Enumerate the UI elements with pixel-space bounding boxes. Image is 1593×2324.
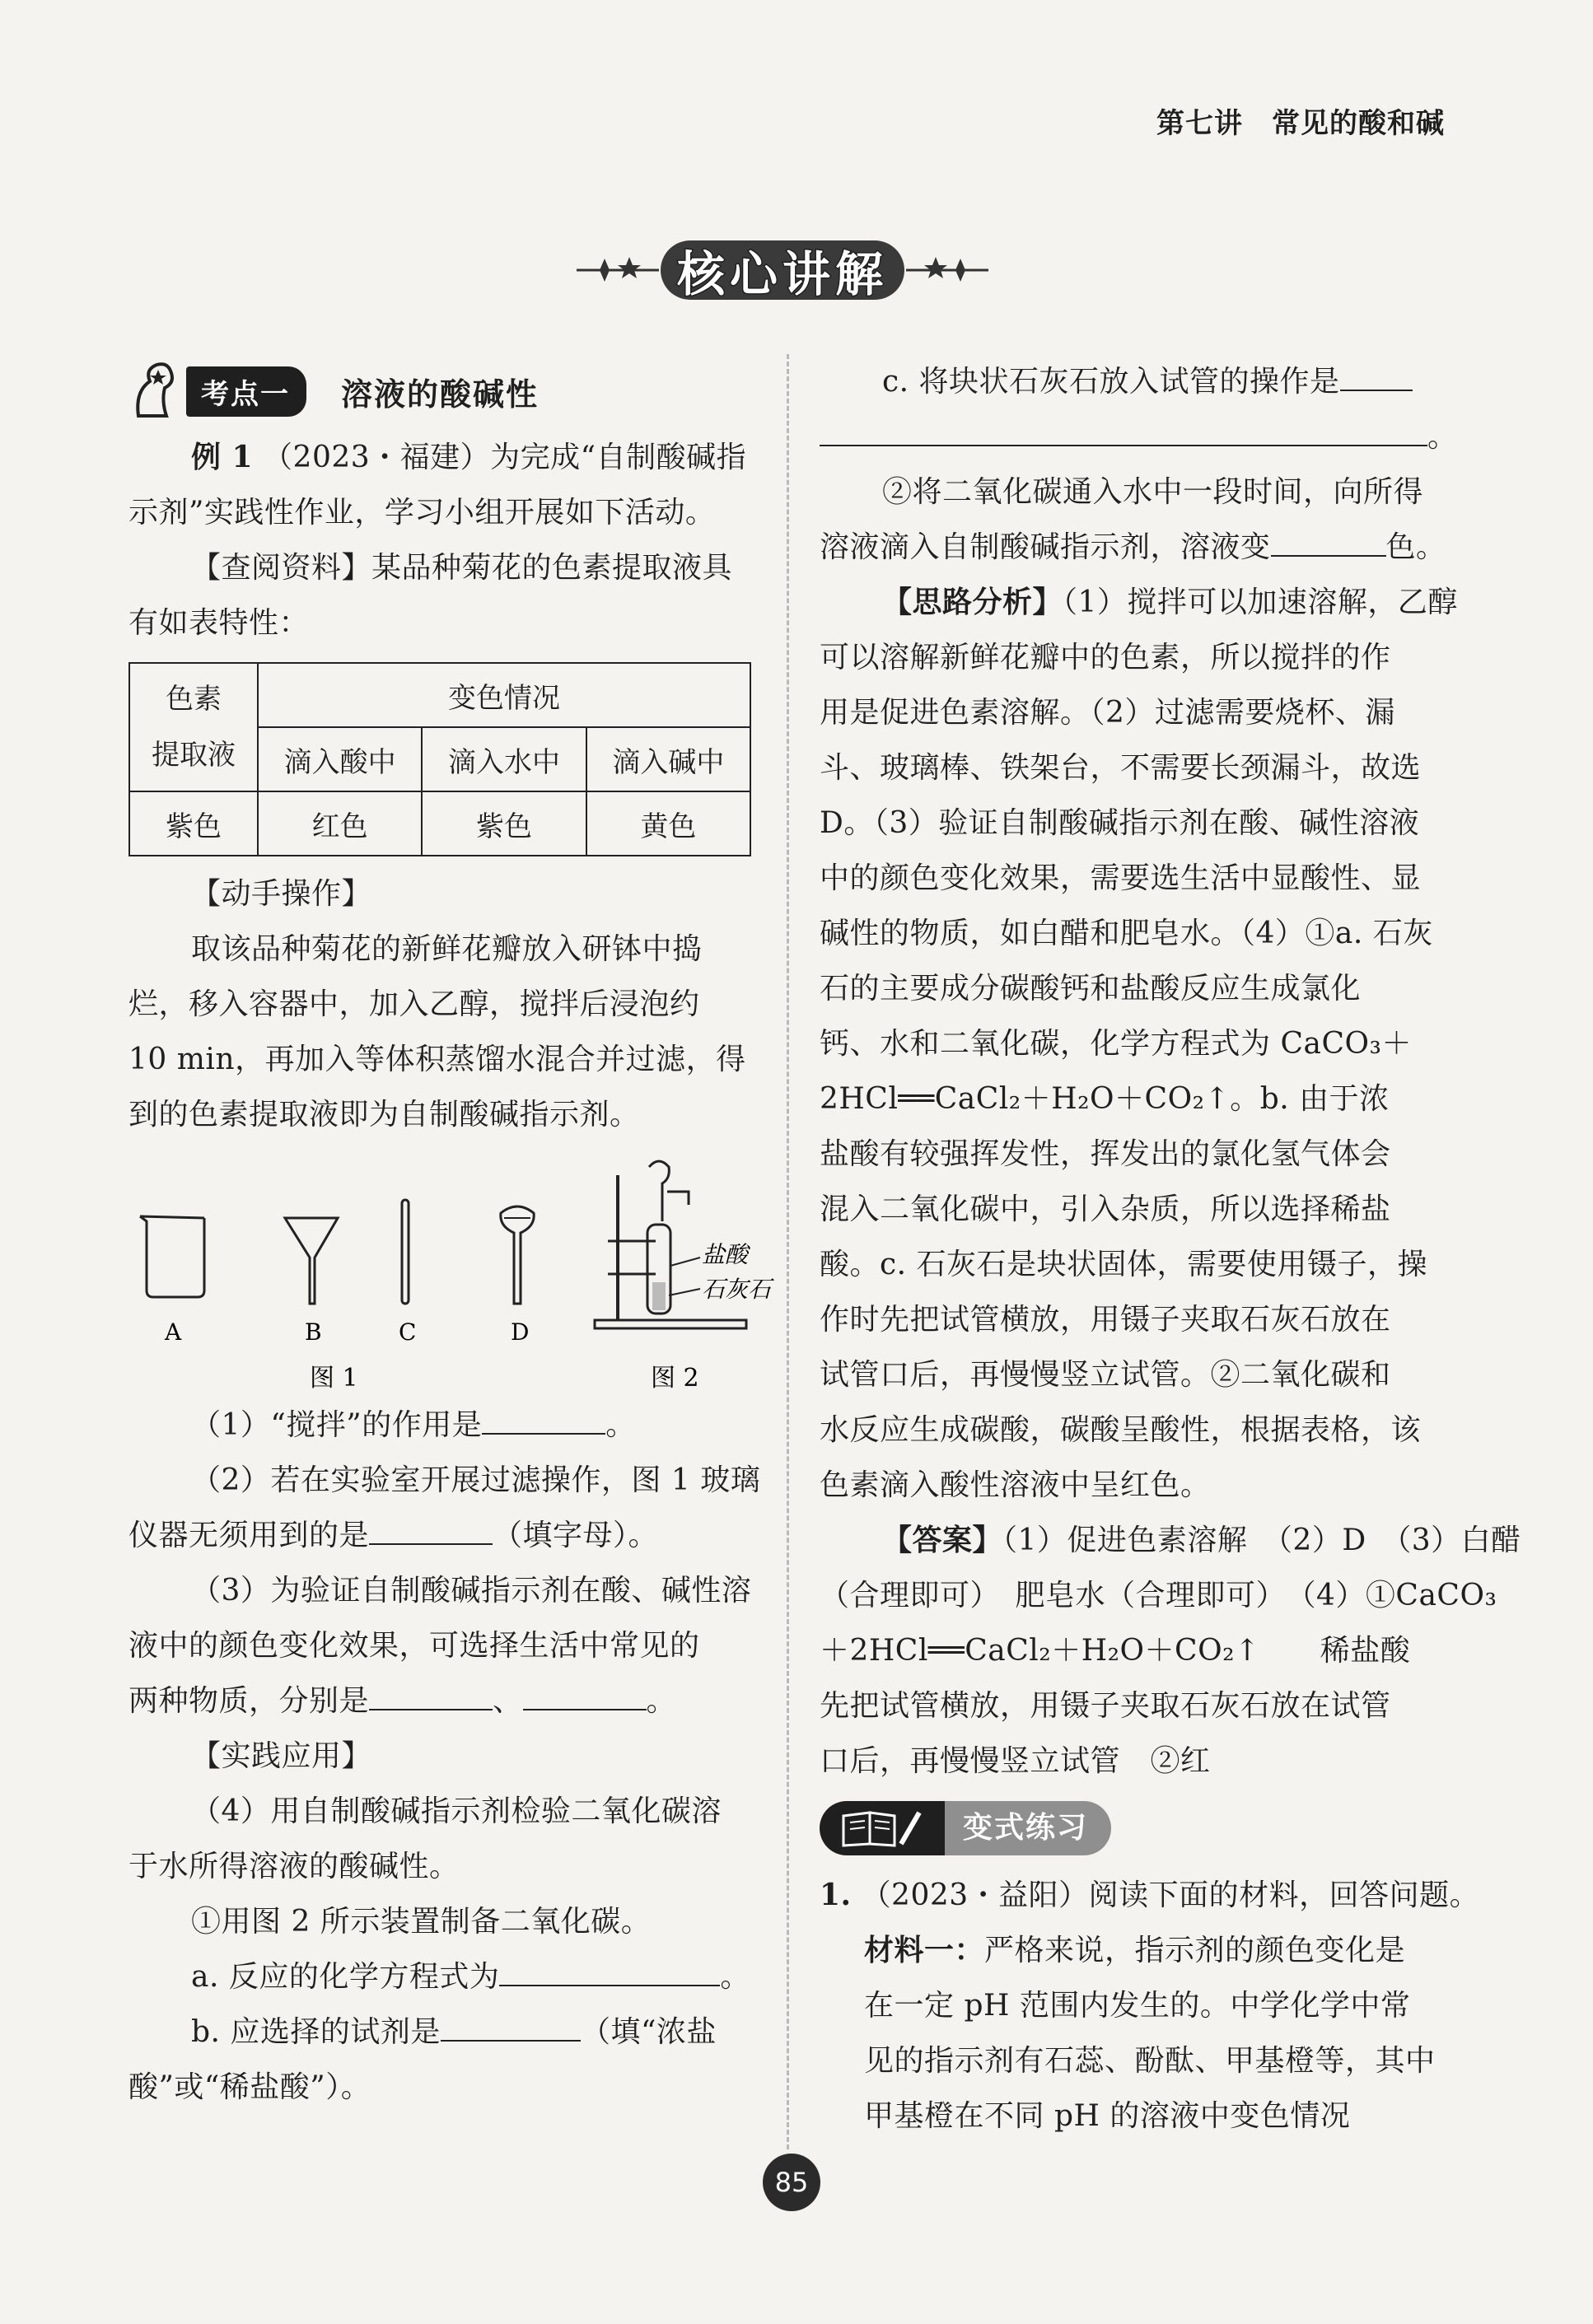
q4d-blank[interactable] <box>499 1952 720 1986</box>
analysis-line: 钙、水和二氧化碳，化学方程式为 CaCO₃＋ <box>820 1027 1412 1061</box>
analysis-line: 可以溶解新鲜花瓣中的色素，所以搅拌的作 <box>820 641 1391 674</box>
fig2-caption: 图 2 <box>651 1364 699 1393</box>
question-2b <box>128 1508 754 1563</box>
q3-blank-2[interactable] <box>523 1676 647 1710</box>
funnel-icon <box>285 1218 338 1304</box>
q4j-blank[interactable] <box>1271 522 1386 557</box>
question-2a: （2）若在实验室开展过滤操作，图 1 玻璃 <box>191 1463 761 1497</box>
operation-p2: 烂，移入容器中，加入乙醇，搅拌后浸泡约 <box>128 987 700 1021</box>
analysis-line: D。（3）验证自制酸碱指示剂在酸、碱性溶液 <box>820 806 1420 840</box>
table-col-header: 滴入酸中 <box>258 727 422 791</box>
running-header: 第七讲 常见的酸和碱 <box>1156 107 1445 140</box>
table-col-header: 滴入碱中 <box>586 727 750 791</box>
practice-line: 甲基橙在不同 pH 的溶液中变色情况 <box>864 2099 1351 2133</box>
q4g-text: c. 将块状石灰石放入试管的操作是 <box>882 365 1340 399</box>
answer-line: 先把试管横放，用镊子夹取石灰石放在试管 <box>820 1689 1391 1723</box>
question-4g <box>820 354 1447 409</box>
analysis-line: 混入二氧化碳中，引入杂质，所以选择稀盐 <box>820 1192 1391 1226</box>
analysis-line: 用是促进色素溶解。（2）过滤需要烧杯、漏 <box>820 696 1395 730</box>
q4e-text: b. 应选择的试剂是 <box>191 2015 441 2049</box>
answer-heading: 【答案】 <box>882 1523 1003 1557</box>
row-header-2: 提取液 <box>152 739 236 772</box>
table-cell: 红色 <box>258 791 422 856</box>
q4h-end: 。 <box>1427 420 1458 454</box>
practice-num: 1. <box>820 1878 852 1912</box>
table-cell: 紫色 <box>422 791 586 856</box>
example-label: 例 1 <box>191 440 254 474</box>
question-4j <box>820 520 1447 575</box>
analysis-line: 斗、玻璃棒、铁架台，不需要长颈漏斗，故选 <box>820 751 1422 785</box>
bianshi-heading <box>820 1794 1447 1863</box>
answer-line-1 <box>820 1513 1521 1568</box>
operation-heading: 【动手操作】 <box>191 877 372 911</box>
kaodian-tag: 考点一 <box>186 366 306 417</box>
example-intro-2: 示剂”实践性作业，学习小组开展如下活动。 <box>128 496 716 530</box>
label-c: C <box>399 1318 417 1346</box>
glass-rod-icon <box>402 1200 409 1304</box>
label-acid: 盐酸 <box>702 1241 749 1268</box>
question-4b: 于水所得溶液的酸碱性。 <box>128 1850 460 1883</box>
analysis-line: 盐酸有较强挥发性，挥发出的氯化氢气体会 <box>820 1137 1391 1171</box>
question-3a: （3）为验证自制酸碱指示剂在酸、碱性溶 <box>191 1574 752 1608</box>
chayue-line-1: 【查阅资料】某品种菊花的色素提取液具 <box>191 551 733 585</box>
question-4c: ①用图 2 所示装置制备二氧化碳。 <box>191 1905 652 1939</box>
q3c-mid: 、 <box>493 1684 523 1718</box>
q3c-text: 两种物质，分别是 <box>128 1684 370 1718</box>
color-change-table <box>128 662 751 856</box>
answer-line: 口后，再慢慢竖立试管 ②红 <box>820 1744 1211 1778</box>
q3-blank-1[interactable] <box>369 1676 493 1710</box>
beaker-icon <box>140 1216 204 1297</box>
question-1 <box>128 1398 754 1453</box>
practice-l2: 严格来说，指示剂的颜色变化是 <box>984 1934 1406 1967</box>
question-4d <box>128 1949 754 2004</box>
kaodian-title: 溶液的酸碱性 <box>341 376 540 413</box>
q4e-blank[interactable] <box>441 2007 581 2042</box>
practice-line-2 <box>820 1923 1447 1978</box>
label-stone: 石灰石 <box>702 1276 772 1303</box>
practice-line-1 <box>820 1868 1480 1923</box>
bianshi-label: 变式练习 <box>945 1801 1111 1855</box>
right-column <box>820 354 1521 2144</box>
left-column <box>128 354 772 2115</box>
label-d: D <box>511 1318 530 1346</box>
analysis-line: 水反应生成碳酸，碳酸呈酸性，根据表格，该 <box>820 1413 1422 1447</box>
analysis-line: 2HCl══CaCl₂＋H₂O＋CO₂↑。b. 由于浓 <box>820 1082 1390 1116</box>
apparatus-figures <box>128 1142 772 1398</box>
section-banner <box>568 232 997 308</box>
question-4a: （4）用自制酸碱指示剂检验二氧化碳溶 <box>191 1794 722 1828</box>
practice-heading: 【实践应用】 <box>191 1739 372 1773</box>
question-4i: ②将二氧化碳通入水中一段时间，向所得 <box>882 475 1424 509</box>
banner-title: 核心讲解 <box>676 246 888 302</box>
analysis-line: 酸。c. 石灰石是块状固体，需要使用镊子，操 <box>820 1248 1428 1281</box>
q2b-end: （填字母）。 <box>493 1519 659 1552</box>
operation-p3: 10 min，再加入等体积蒸馏水混合并过滤，得 <box>128 1043 746 1076</box>
q4g-blank-2[interactable] <box>820 412 1427 446</box>
q2-blank[interactable] <box>369 1510 493 1545</box>
row-header-1: 色素 <box>166 683 222 716</box>
answer-l1: （1）促进色素溶解 （2）D （3）白醋 <box>1002 1524 1521 1557</box>
analysis-line: 试管口后，再慢慢竖立试管。②二氧化碳和 <box>820 1358 1391 1392</box>
question-4h <box>820 409 1458 464</box>
table-row-header <box>129 663 258 791</box>
analysis-line: 石的主要成分碳酸钙和盐酸反应生成氯化 <box>820 972 1362 1006</box>
q4j-text: 溶液滴入自制酸碱指示剂，溶液变 <box>820 530 1271 564</box>
analysis-line: 碱性的物质，如白醋和肥皂水。（4）①a. 石灰 <box>820 917 1433 950</box>
column-divider <box>787 354 789 2149</box>
practice-line: 在一定 pH 范围内发生的。中学化学中常 <box>864 1989 1411 2023</box>
thinking-person-icon <box>128 358 186 424</box>
answer-line: （合理即可） 肥皂水（合理即可） （4）①CaCO₃ <box>820 1579 1497 1612</box>
analysis-line: 作时先把试管横放，用镊子夹取石灰石放在 <box>820 1303 1391 1337</box>
q2b-text: 仪器无须用到的是 <box>128 1519 370 1552</box>
kaodian-heading <box>128 354 754 428</box>
q3c-end: 。 <box>646 1684 677 1718</box>
chayue-line-2: 有如表特性： <box>128 606 310 640</box>
q1-blank[interactable] <box>482 1400 605 1435</box>
question-4e <box>128 2004 754 2060</box>
analysis-line-1 <box>820 575 1458 630</box>
q4j-end: 色。 <box>1385 530 1446 564</box>
question-4f: 酸”或“稀盐酸”）。 <box>128 2070 371 2104</box>
figures <box>128 1142 772 1398</box>
material-label: 材料一： <box>864 1933 985 1967</box>
fig1-caption: 图 1 <box>310 1364 358 1393</box>
table-cell: 黄色 <box>586 791 750 856</box>
analysis-l1: （1）搅拌可以加速溶解，乙醇 <box>1063 586 1458 619</box>
table-group-header: 变色情况 <box>258 663 750 727</box>
page-number: 85 <box>763 2154 820 2211</box>
table-col-header: 滴入水中 <box>422 727 586 791</box>
table-cell: 紫色 <box>129 791 258 856</box>
q1-text: （1）“搅拌”的作用是 <box>191 1408 483 1442</box>
practice-l1: （2023・益阳）阅读下面的材料，回答问题。 <box>861 1878 1480 1912</box>
analysis-line: 中的颜色变化效果，需要选生活中显酸性、显 <box>820 861 1422 895</box>
operation-p1: 取该品种菊花的新鲜花瓣放入研钵中捣 <box>191 932 703 966</box>
q4e-end: （填“浓盐 <box>580 2015 717 2049</box>
example-intro-line <box>128 430 754 485</box>
long-neck-funnel-icon <box>501 1206 534 1304</box>
label-a: A <box>165 1318 182 1346</box>
q1-end: 。 <box>605 1408 636 1442</box>
question-3b: 液中的颜色变化效果，可选择生活中常见的 <box>128 1629 700 1663</box>
q4d-end: 。 <box>720 1960 750 1994</box>
label-b: B <box>305 1318 322 1346</box>
q4d-text: a. 反应的化学方程式为 <box>191 1960 500 1994</box>
analysis-heading: 【思路分析】 <box>882 585 1063 619</box>
question-3c <box>128 1673 754 1729</box>
book-pencil-icon <box>820 1801 945 1855</box>
operation-p4: 到的色素提取液即为自制酸碱指示剂。 <box>128 1098 640 1132</box>
analysis-line: 色素滴入酸性溶液中呈红色。 <box>820 1468 1211 1502</box>
q4g-blank-1[interactable] <box>1340 357 1413 391</box>
practice-line: 见的指示剂有石蕊、酚酞、甲基橙等，其中 <box>864 2044 1436 2078</box>
example-intro-1: （2023・福建）为完成“自制酸碱指 <box>263 441 747 474</box>
answer-line: ＋2HCl══CaCl₂＋H₂O＋CO₂↑ 稀盐酸 <box>820 1634 1411 1668</box>
